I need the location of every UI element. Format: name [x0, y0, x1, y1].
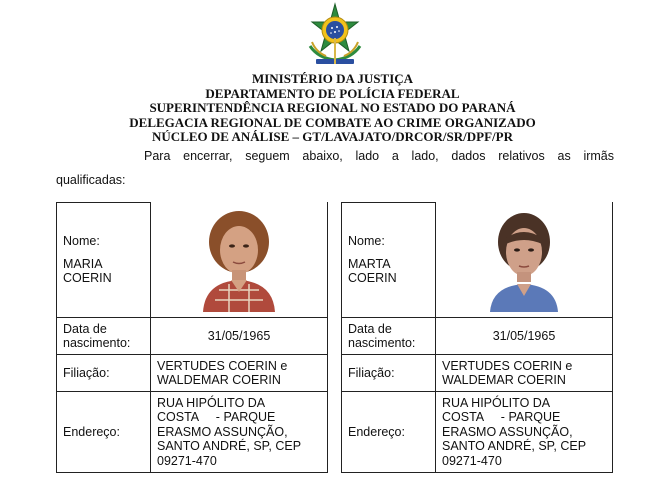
birth-label-line1: Data de — [348, 321, 392, 336]
address-line: COSTA - PARQUE — [442, 410, 561, 425]
address-value — [151, 392, 328, 473]
address-line: RUA HIPÓLITO DA — [157, 395, 266, 410]
person-card-maria — [56, 202, 328, 473]
address-line: ERASMO ASSUNÇÃO, — [157, 424, 288, 439]
address-line: COSTA - PARQUE — [157, 410, 276, 425]
address-line: RUA HIPÓLITO DA — [442, 395, 551, 410]
birth-date-label — [342, 318, 436, 355]
name-cell — [342, 203, 436, 318]
header-line-superintendency: SUPERINTENDÊNCIA REGIONAL NO ESTADO DO PARANÁ — [149, 100, 516, 115]
birth-date-value: 31/05/1965 — [436, 318, 613, 355]
name-cell — [57, 203, 151, 318]
birth-label-line2: nascimento: — [63, 336, 131, 350]
address-line: 09271-470 — [442, 453, 502, 468]
parents-label: Filiação: — [57, 355, 151, 392]
address-line: SANTO ANDRÉ, SP, CEP — [442, 439, 587, 454]
person-name-line2: COERIN — [348, 271, 397, 286]
parents-line2: WALDEMAR COERIN — [157, 373, 281, 387]
birth-date-label — [57, 318, 151, 355]
birth-label-line1: Data de — [63, 321, 107, 336]
parents-line2: WALDEMAR COERIN — [442, 373, 566, 387]
header-line-department: DEPARTAMENTO DE POLÍCIA FEDERAL — [205, 85, 460, 101]
photo-cell — [151, 203, 328, 318]
person-card-marta — [341, 202, 613, 473]
birth-label-line2: nascimento: — [348, 336, 416, 350]
person-photo — [199, 208, 279, 312]
parents-line1: VERTUDES COERIN e — [157, 358, 288, 373]
name-label: Nome: — [63, 234, 100, 249]
address-line: ERASMO ASSUNÇÃO, — [442, 424, 573, 439]
person-name-line1: MARIA — [63, 256, 103, 271]
intro-text-line2: qualificadas: — [56, 173, 126, 187]
brazil-coat-of-arms-icon — [304, 2, 366, 68]
address-line: SANTO ANDRÉ, SP, CEP — [157, 439, 302, 454]
address-label: Endereço: — [57, 392, 151, 473]
header-line-ministry: MINISTÉRIO DA JUSTIÇA — [251, 71, 414, 86]
parents-value — [436, 355, 613, 392]
parents-line1: VERTUDES COERIN e — [442, 358, 573, 373]
parents-value — [151, 355, 328, 392]
address-line: 09271-470 — [157, 453, 217, 468]
intro-text-line1: Para encerrar, seguem abaixo, lado a lado, dados relativos as irmãs — [144, 149, 614, 163]
person-photo — [484, 208, 564, 312]
photo-cell — [436, 203, 613, 318]
header-line-delegacy: DELEGACIA REGIONAL DE COMBATE AO CRIME ORGANIZADO — [129, 114, 536, 130]
header-line-nucleus: NÚCLEO DE ANÁLISE – GT/LAVAJATO/DRCOR/SR/DPF/PR — [152, 129, 513, 144]
name-label: Nome: — [348, 234, 385, 249]
person-name-line1: MARTA — [348, 256, 391, 271]
birth-date-value: 31/05/1965 — [151, 318, 328, 355]
address-label: Endereço: — [342, 392, 436, 473]
document-header — [0, 72, 665, 145]
address-value — [436, 392, 613, 473]
person-name-line2: COERIN — [63, 271, 112, 286]
parents-label: Filiação: — [342, 355, 436, 392]
